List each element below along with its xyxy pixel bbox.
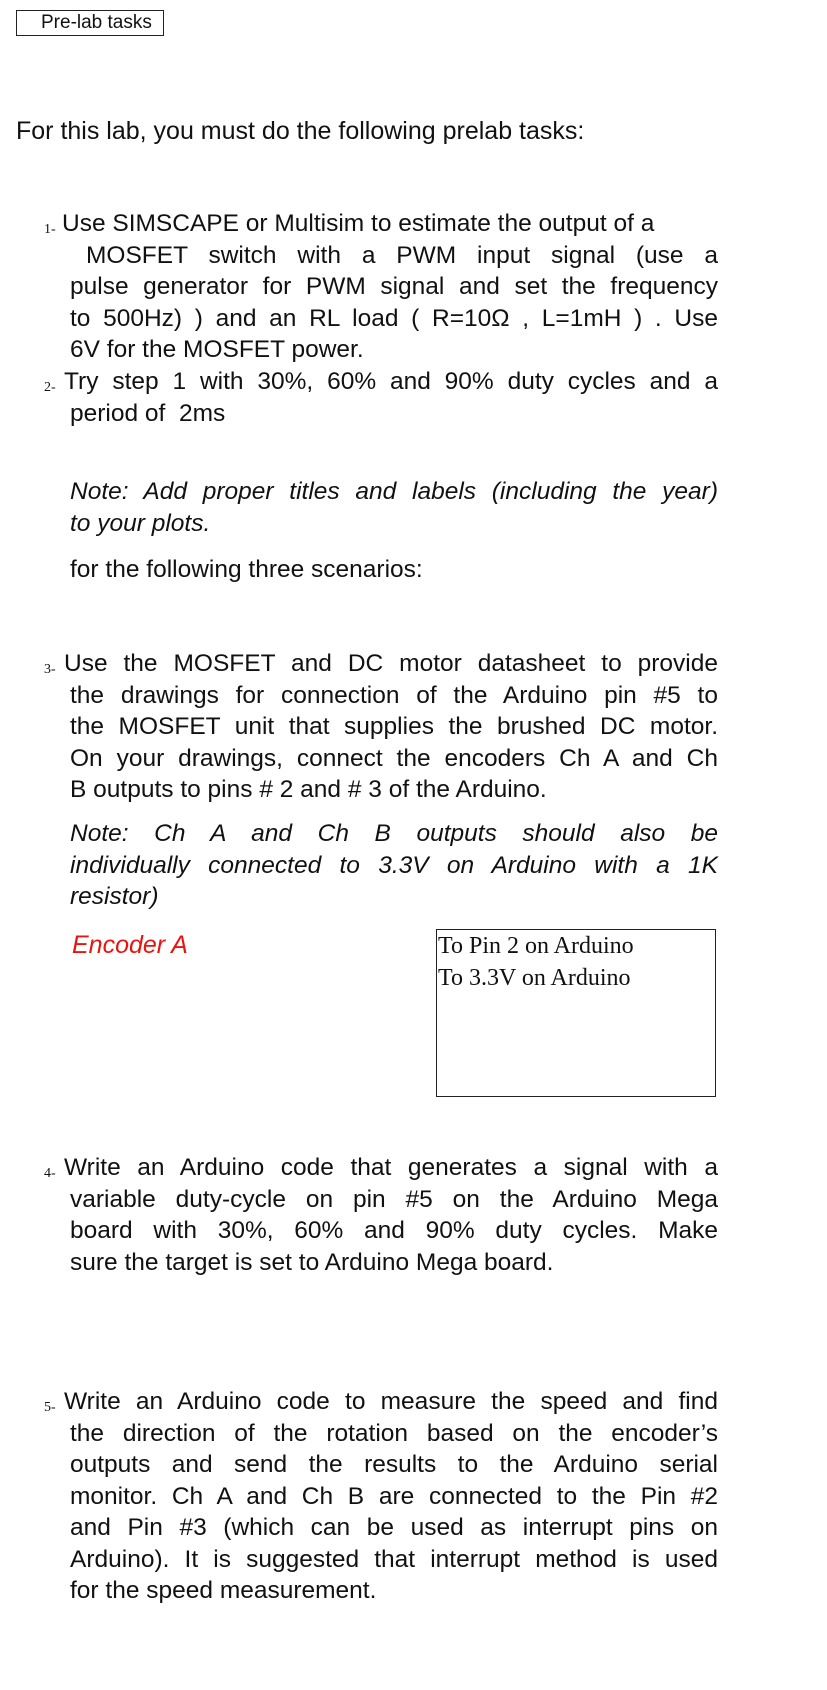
page-title-box <box>16 10 164 36</box>
note-plots-line-2: to your plots. <box>70 509 211 537</box>
task-1-line-1: Use SIMSCAPE or Multisim to estimate the output of a <box>62 210 655 237</box>
task-3-text <box>64 648 718 806</box>
task-5-line-1: Write an Arduino code to measure the speed and find <box>64 1388 718 1415</box>
task-2-line-1: Try step 1 with 30%, 60% and 90% duty cycles and a <box>64 368 718 395</box>
task-2-text <box>64 366 718 429</box>
task-3-line-5: B outputs to pins # 2 and # 3 of the Arduino. <box>70 776 547 803</box>
task-3-line-1: Use the MOSFET and DC motor datasheet to provide <box>64 650 718 677</box>
page-title: Pre-lab tasks <box>41 12 152 33</box>
task-5-number: 5- <box>44 1400 56 1415</box>
intro-text: For this lab, you must do the following prelab tasks: <box>16 117 585 145</box>
task-5-text <box>64 1386 718 1607</box>
pin-box-line-1: To Pin 2 on Arduino <box>438 933 634 959</box>
note-resistor-line-2: individually connected to 3.3V on Arduino with a 1K <box>70 851 718 879</box>
task-3-number: 3- <box>44 662 56 677</box>
note-plots <box>70 476 718 539</box>
task-4-line-2: variable duty-cycle on pin #5 on the Arduino Mega <box>70 1185 718 1213</box>
task-5-line-7: for the speed measurement. <box>70 1577 377 1604</box>
note-resistor-line-3: resistor) <box>70 883 159 910</box>
task-3-line-4: On your drawings, connect the encoders Ch A and Ch <box>70 744 718 772</box>
task-1-line-2: MOSFET switch with a PWM input signal (use a <box>86 241 718 269</box>
note-resistor <box>70 818 718 913</box>
note-plots-line-1: Note: Add proper titles and labels (including the year) <box>70 478 718 505</box>
task-4-text <box>64 1152 718 1278</box>
task-5-line-4: monitor. Ch A and Ch B are connected to the Pin #2 <box>70 1482 718 1510</box>
task-1-text <box>62 208 718 366</box>
task-2-number: 2- <box>44 380 56 395</box>
arduino-pin-textbox <box>436 929 716 1097</box>
task-1-line-4: to 500Hz) ) and an RL load ( R=10Ω , L=1mH ) . Use <box>70 304 718 332</box>
task-1-line-5: 6V for the MOSFET power. <box>70 336 364 363</box>
scenarios-text: for the following three scenarios: <box>70 556 423 583</box>
pin-box-line-2: To 3.3V on Arduino <box>438 965 631 991</box>
task-2-line-2: period of 2ms <box>70 399 226 427</box>
task-3-line-3: the MOSFET unit that supplies the brushed DC motor. <box>70 713 718 740</box>
note-resistor-line-1: Note: Ch A and Ch B outputs should also be <box>70 820 718 847</box>
task-4-line-1: Write an Arduino code that generates a signal with a <box>64 1154 718 1181</box>
task-5-line-3: outputs and send the results to the Arduino serial <box>70 1451 718 1478</box>
task-4-line-4: sure the target is set to Arduino Mega board. <box>70 1248 554 1276</box>
task-3-line-2: the drawings for connection of the Arduino pin #5 to <box>70 681 718 709</box>
task-5-line-5: and Pin #3 (which can be used as interrupt pins on <box>70 1514 718 1541</box>
task-1-line-3: pulse generator for PWM signal and set the frequency <box>70 273 718 300</box>
task-5-line-2: the direction of the rotation based on the encoder’s <box>70 1419 718 1447</box>
task-5-line-6: Arduino). It is suggested that interrupt method is used <box>70 1545 718 1573</box>
encoder-a-label: Encoder A <box>72 931 188 959</box>
task-4-line-3: board with 30%, 60% and 90% duty cycles. Make <box>70 1217 718 1244</box>
task-4-number: 4- <box>44 1166 56 1181</box>
task-1-number: 1- <box>44 222 56 237</box>
